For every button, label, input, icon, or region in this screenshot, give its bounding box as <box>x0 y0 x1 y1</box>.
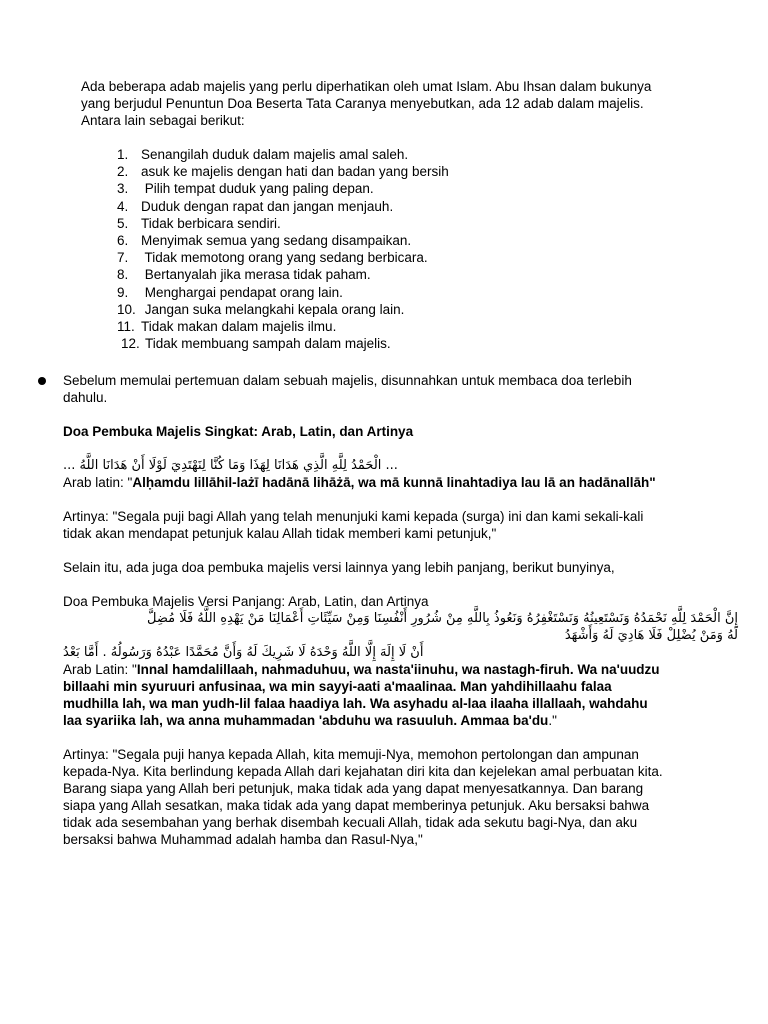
latin-text: laa syariika lah, wa anna muhammadan 'abduhu wa rasuuluh. Ammaa ba'du <box>63 713 549 728</box>
list-item-number: 2. <box>117 164 129 180</box>
list-item-text: Senangilah duduk dalam majelis amal saleh. <box>141 147 409 162</box>
list-item-number: 9. <box>117 284 129 300</box>
list-item-text: Tidak makan dalam majelis ilmu. <box>141 318 337 334</box>
latin-end: ." <box>548 713 557 728</box>
long-doa-meaning-line: siapa yang Allah sesatkan, maka tidak ada yang dapat memberinya petunjuk. Aku bersaksi bahwa <box>63 798 650 813</box>
list-item-text: Jangan suka melangkahi kepala orang lain. <box>141 301 405 317</box>
adab-list-item <box>117 146 449 163</box>
list-item-number: 6. <box>117 232 129 248</box>
list-item-number: 3. <box>117 181 129 197</box>
short-doa-arabic: ... الْحَمْدُ لِلَّهِ الَّذِي هَدَانَا لِهَذَا وَمَا كُنَّا لِنَهْتَدِيَ لَوْلَا أَنْ هَدَانَا اللَّهُ ... <box>63 458 398 473</box>
short-doa-latin <box>63 474 738 491</box>
latin-label: Arab Latin: " <box>63 662 137 677</box>
long-doa-latin-line <box>63 712 738 729</box>
list-item-text: Bertanyalah jika merasa tidak paham. <box>141 267 371 283</box>
latin-label: Arab latin: " <box>63 475 133 490</box>
intro-line: Antara lain sebagai berikut: <box>81 113 245 128</box>
short-doa-heading: Doa Pembuka Majelis Singkat: Arab, Latin, dan Artinya <box>63 424 414 439</box>
adab-list-item <box>117 284 449 301</box>
long-doa-arabic-line: أَنْ لَا إِلَهَ إِلَّا اللَّهُ وَحْدَهُ لَا شَرِيكَ لَهُ وَأَنَّ مُحَمَّدًا عَبْدُهُ وَرَسُولُهُ . أَمَّا بَعْدُ <box>63 645 424 660</box>
list-item-number: 7. <box>117 250 129 266</box>
long-doa-heading: Doa Pembuka Majelis Versi Panjang: Arab, Latin, dan Artinya <box>63 594 429 609</box>
list-item-text: Duduk dengan rapat dan jangan menjauh. <box>141 198 394 214</box>
adab-list-item <box>117 249 449 266</box>
list-item-number: 4. <box>117 198 129 214</box>
list-item-text: Menyimak semua yang sedang disampaikan. <box>141 232 412 248</box>
latin-text: Innal hamdalillaah, nahmaduhuu, wa nasta'iinuhu, wa nastagh-firuh. Wa na'uudzu <box>136 662 660 677</box>
long-doa-meaning-line: Artinya: "Segala puji hanya kepada Allah, kita memuji-Nya, memohon pertolongan dan ampunan <box>63 747 639 762</box>
list-item-number: 1. <box>117 147 129 162</box>
adab-list-item <box>117 301 449 318</box>
latin-text: Alḥamdu lillāhil-lażī hadānā lihāżā, wa mā kunnā linahtadiya lau lā an hadānallāh" <box>132 475 656 490</box>
adab-list-item <box>117 266 449 283</box>
adab-list-item <box>117 180 449 197</box>
intro-paragraph <box>81 78 731 129</box>
adab-list-item <box>117 318 449 335</box>
list-item-text: Tidak membuang sampah dalam majelis. <box>145 336 391 352</box>
long-doa-arabic-line: لَهُ وَمَنْ يُضْلِلْ فَلَا هَادِيَ لَهُ وَأَشْهَدُ <box>564 628 738 643</box>
list-item-number: 8. <box>117 267 129 283</box>
list-item-number: 10. <box>117 301 136 317</box>
bullet-text-line: Sebelum memulai pertemuan dalam sebuah majelis, disunnahkan untuk membaca doa terlebih <box>63 373 632 388</box>
bullet-text-line: dahulu. <box>63 390 108 405</box>
list-item-text: Menghargai pendapat orang lain. <box>141 284 343 300</box>
short-doa-meaning-line: tidak akan mendapat petunjuk kalau Allah tidak memberi kami petunjuk," <box>63 526 497 541</box>
transition-text: Selain itu, ada juga doa pembuka majelis versi lainnya yang lebih panjang, berikut bunyinya, <box>63 560 615 575</box>
list-item-text: Tidak memotong orang yang sedang berbicara. <box>141 250 428 266</box>
list-item-text: asuk ke majelis dengan hati dan badan yang bersih <box>141 164 449 180</box>
long-doa-arabic-line: إِنَّ الْحَمْدَ لِلَّهِ نَحْمَدُهُ وَنَسْتَعِينُهُ وَنَسْتَغْفِرُهُ وَنَعُوذُ بِاللَّهِ مِنْ شُرُورِ أَنْفُسِنَا وَمِنْ سَيِّئَاتِ أَعْمَالِنَا مَنْ يَهْدِهِ اللَّهُ فَلَا مُضِلَّ <box>146 611 738 626</box>
list-item-text: Tidak berbicara sendiri. <box>141 215 281 231</box>
adab-list-item <box>117 198 449 215</box>
long-doa-latin-line: billaahi min syuruuri anfusinaa, wa min sayyi-aati a'maalinaa. Man yahdihillaahu falaa <box>63 679 612 694</box>
adab-list-item <box>117 232 449 249</box>
adab-list <box>117 146 449 352</box>
list-item-number: 12. <box>121 336 140 352</box>
adab-list-item <box>117 163 449 180</box>
intro-line: yang berjudul Penuntun Doa Beserta Tata Caranya menyebutkan, ada 12 adab dalam majelis. <box>81 96 644 111</box>
adab-list-item <box>117 215 449 232</box>
long-doa-meaning-line: tidak ada sesembahan yang berhak disembah kecuali Allah, tidak ada sekutu bagi-Nya, dan aku <box>63 815 638 830</box>
short-doa-meaning-line: Artinya: "Segala puji bagi Allah yang telah menunjuki kami kepada (surga) ini dan kami sekali-kali <box>63 509 644 524</box>
bullet-icon <box>38 377 46 385</box>
long-doa-meaning-line: Barang siapa yang Allah beri petunjuk, maka tidak ada yang dapat menyesatkannya. Dan barang <box>63 781 644 796</box>
doa-content <box>63 372 738 848</box>
long-doa-meaning-line: bersaksi bahwa Muhammad adalah hamba dan Rasul-Nya," <box>63 832 423 847</box>
list-item-number: 11. <box>117 318 135 334</box>
long-doa-latin-line: mudhilla lah, wa man yudh-lil falaa haadiya lah. Wa asyhadu al-laa ilaaha illallaah, wahdahu <box>63 696 648 711</box>
list-item-number: 5. <box>117 215 129 231</box>
long-doa-meaning-line: kepada-Nya. Kita berlindung kepada Allah dari kejahatan diri kita dan kejelekan amal perbuatan kita. <box>63 764 663 779</box>
long-doa-latin-line <box>63 661 738 678</box>
adab-list-item <box>117 335 449 352</box>
list-item-text: Pilih tempat duduk yang paling depan. <box>141 181 374 197</box>
intro-line: Ada beberapa adab majelis yang perlu diperhatikan oleh umat Islam. Abu Ihsan dalam bukunya <box>81 79 652 94</box>
